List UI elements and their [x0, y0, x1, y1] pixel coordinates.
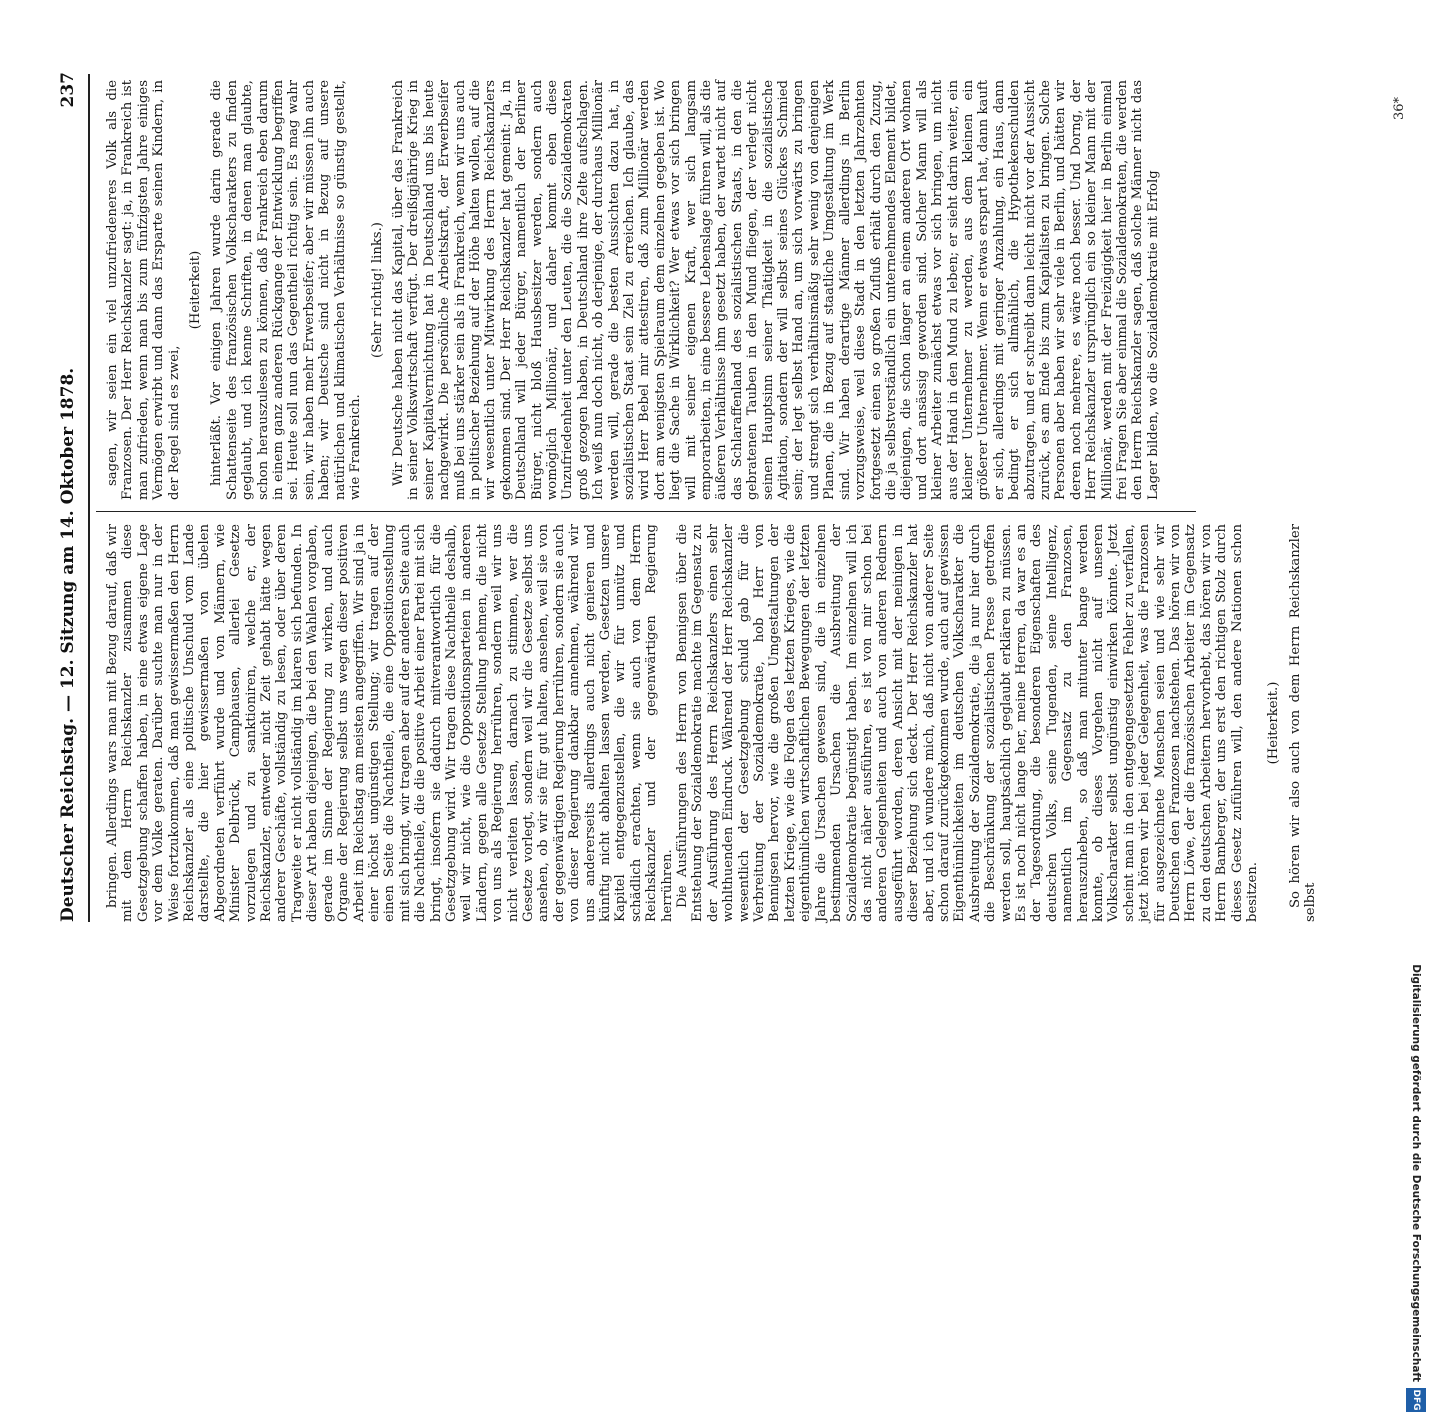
paragraph: hinterläßt. Vor einigen Jahren wurde darin gerade die Schattenseite des französischen Volkscharakters zu finden geglaubt, und ich kenne Schriften, in denen man glaubte, schon herauszulesen zu können, daß Frankreich eben darum in einem ganz anderen Rückgange der Entwicklung begriffen sei. Heute soll nun das Gegentheil richtig sein. Es mag wahr sein, wir haben mehr Erwerbseifer; aber wir müssen ihn auch haben; wir Deutsche sind nicht in Bezug auf unsere natürlichen und klimatischen Verhältnisse so günstig gestellt, wie Frankreich.: [209, 80, 364, 500]
funding-text: Digitalisierung gefördert durch die Deutsche Forschungsgemeinschaft: [1410, 964, 1422, 1382]
dfg-logo: DFG: [1406, 1388, 1426, 1412]
interjection: (Heiterkeit.): [1266, 681, 1282, 765]
right-column: [105, 80, 1161, 500]
left-column: [105, 524, 1319, 922]
header-rule: [88, 74, 90, 922]
funding-note: [1400, 0, 1426, 1412]
paragraph: bringen. Allerdings wars man mit Bezug darauf, daß wir mit dem Herrn Reichskanzler zusammen diese Gesetzgebung schaffen haben, in eine etwas eigene Lage vor dem Volke geraten. Darüber suchte man nur in der Weise fortzukommen, daß man gewissermaßen den Herrn Reichskanzler als eine politische Unschuld vom Lande darstellte, die hier gewissermaßen von übelen Abgeordneten verführt wurde und von Männern, wie Minister Delbrück, Camphausen, allerlei Gesetze vorzulegen und zu sanktioniren, welche er, der Reichskanzler, entweder nicht Zeit gehabt hätte wegen anderer Geschäfte, vollständig zu lesen, oder über deren Tragweite er nicht vollständig im klaren sich befunden. In dieser Art haben diejenigen, die bei den Wahlen vorgaben, gerade im Sinne der Regierung zu wirken, und auch Organe der Regierung selbst uns wegen dieser positiven Arbeit im Reichstag am meisten angegriffen. Wir sind ja in einer höchst ungünstigen Stellung; wir tragen auf der einen Seite die Nachtheile, die eine Oppositionsstellung mit sich bringt, wir tragen aber auf der anderen Seite auch die Nachtheile, die die positive Arbeit einer Partei mit sich bringt, insofern sie dadurch mitverantwortlich für die Gesetzgebung wird. Wir tragen diese Nachtheile deshalb, weil wir nicht, wie die Oppositionsparteien in anderen Ländern, gegen alle Gesetze Stellung nehmen, die nicht von uns als Regierung herrühren, sondern weil wir uns nicht verleiten lassen, darnach zu stimmen, wer die Gesetze vorlegt, sondern weil wir die Gesetze selbst uns ansehen, ob wir sie für gut halten, ansehen, weil sie von der gegenwärtigen Regierung herrühren, sondern sie auch von dieser Regierung dankbar annehmen, während wir uns andererseits allerdings auch nicht genieren und künftig nicht abhalten lassen werden, Gesetzen unsere Kapitel entgegenzustellen, die wir für unnütz und schädlich erachten, wenn sie auch von dem Herrn Reichskanzler und der gegenwärtigen Regierung herrühren.: [105, 523, 675, 922]
paragraph: So hören wir also auch von dem Herrn Reichskanzler selbst: [1287, 524, 1319, 922]
interjection: (Sehr richtig! links.): [369, 222, 385, 358]
running-header: Deutscher Reichstag. — 12. Sitzung am 14. Oktober 1878.: [58, 367, 78, 922]
column-divider: [96, 511, 1196, 512]
paragraph: Die Ausführungen des Herrn von Bennigsen über die Entstehung der Sozialdemokratie machte im Gegensatz zu der Ausführung des Herrn Reichskanzlers einen sehr wohlthuenden Eindruck. Während der Herr Reichskanzler wesentlich der Gesetzgebung schuld gab für die Verbreitung der Sozialdemokratie, hob Herr von Bennigsen hervor, wie die großen Umgestaltungen der letzten Kriege, wie die Folgen des letzten Krieges, wie die eigenthümlichen wirtschaftlichen Bewegungen der letzten Jahre die Ursachen gewesen sind, die in einzelnen bestimmenden Ursachen die Ausbreitung der Sozialdemokratie begünstigt haben. Im einzelnen will ich das nicht näher ausführen, es ist von mir schon bei anderen Gelegenheiten und auch von anderen Rednern ausgeführt worden, deren Ansicht mit der meinigen in dieser Beziehung sich deckt. Der Herr Reichskanzler hat aber, und ich wundere mich, daß nicht von anderer Seite schon darauf zurückgekommen wurde, auch auf gewissen Eigenthümlichkeiten im deutschen Volkscharakter die Ausbreitung der Sozialdemokratie, die ja nur hier durch die Beschränkung der sozialistischen Presse getroffen werden soll, hauptsächlich geglaubt erklären zu müssen. Es ist noch nicht lange her, meine Herren, da war es an der Tagesordnung, die besonderen Eigenschaften des deutschen Volks, seine Tugenden, seine Intelligenz, namentlich im Gegensatz zu den Franzosen, herauszuheben, so daß man mitunter bange werden konnte, ob dieses Vorgehen nicht auf unseren Volkscharakter selbst ungünstig einwirken könnte. Jetzt scheint man in den entgegengesetzten Fehler zu verfallen, jetzt hören wir bei jeder Gelegenheit, was die Franzosen für ausgezeichnete Menschen seien und wie sehr wir Deutschen den Franzosen nachstehen. Das hören wir von Herrn Löwe, der die französischen Arbeiter im Gegensatz zu den deutschen Arbeitern hervorhebt, das hören wir von Herrn Bamberger, der uns erst den richtigen Stolz durch dieses Gesetz zuführen will, den andere Nationen schon besitzen.: [675, 524, 1261, 922]
paragraph: Wir Deutsche haben nicht das Kapital, über das Frankreich in seiner Volkswirtschaft verfügt. Der dreißigjährige Krieg in seiner Kapitalvernichtung hat in Deutschland uns bis heute nachgewirkt. Die persönliche Arbeitskraft, der Erwerbseifer muß bei uns stärker sein als in Frankreich, wenn wir uns auch in politischer Beziehung auf der Höhe halten wollen, auf die wir wesentlich unter Mitwirkung des Herrn Reichskanzlers gekommen sind. Der Herr Reichskanzler hat gemeint: Ja, in Deutschland will jeder Bürger, namentlich der Berliner Bürger, nicht bloß Hausbesitzer werden, sondern auch womöglich Millionär, und daher kommt eben diese Unzufriedenheit unter den Leuten, die die Sozialdemokraten groß gezogen haben, in Deutschland ihre Zelte aufschlagen. Ich weiß nun doch nicht, ob derjenige, der durchaus Millionär werden will, gerade die besten Aussichten dazu hat, in sozialistischen Staat sein Ziel zu erreichen. Ich glaube, das wird Herr Bebel mir attestiren, daß zum Millionär werden dort am wenigsten Spielraum dem einzelnen gegeben ist. Wo liegt die Sache in Wirklichkeit? Wer etwas vor sich bringen will mit seiner eigenen Kraft, wer sich langsam emporarbeiten, in eine bessere Lebenslage führen will, als die äußeren Verhältnisse ihm gesetzt haben, der wartet nicht auf das Schlaraffenland des sozialistischen Staats, in den die gebratenen Tauben in den Mund fliegen, der verlegt nicht seinen Hauptsinn seiner Thätigkeit in die sozialistische Agitation, sondern der will selbst seines Glückes Schmied sein; der legt selbst Hand an, um sich vorwärts zu bringen und strengt sich verhältnismäßig sehr wenig von denjenigen Planen, die in Bezug auf staatliche Umgestaltung im Werk sind. Wir haben derartige Männer allerdings in Berlin vorzugsweise, weil diese Stadt in den letzten Jahrzehnten fortgesetzt einen so großen Zufluß erhält durch den Zuzug, die ja selbstverständlich ein unternehmendes Element bildet, diejenigen, die schon länger an einem anderen Ort wohnen und dort ansässig geworden sind. Solcher Mann will als kleiner Arbeiter zunächst etwas vor sich bringen, um nicht aus der Hand in den Mund zu leben; er sieht darin weiter, ein kleiner Unternehmer zu werden, aus dem kleinen ein größerer Unternehmer. Wenn er etwas erspart hat, dann kauft er sich, allerdings mit geringer Anzahlung, ein Haus, dann bedingt er sich allmählich, die Hypothekenschulden abzutragen, und er schreibt dann leicht nicht vor der Aussicht zurück, es am Ende bis zum Kapitalisten zu bringen. Solche Personen aber haben wir sehr viele in Berlin, und hätten wir deren noch mehrere, es wäre noch besser. Und Dorng, der Herr Reichskanzler ursprünglich ein so kleiner Mann mit der Millionär, werden mit der Freizügigkeit hier in Berlin einmal frei Fragen Sie aber einmal die Sozialdemokraten, die werden den Herrn Reichskanzler sagen, daß solche Männer nicht das Lager bilden, wo die Sozialdemokratie mit Erfolg: [390, 80, 1161, 500]
interjection: (Heiterkeit): [188, 250, 204, 330]
sheet-signature: 36*: [1392, 96, 1407, 120]
paragraph: sagen, wir seien ein viel unzufriedeneres Volk als die Franzosen. Der Herr Reichskanzler sagt: ja, in Frankreich ist man zufrieden, wenn man bis zum fünfzigsten Jahre einiges Vermögen erwirbt und dann das Ersparte seinen Kindern, in der Regel sind es zwei,: [105, 80, 182, 500]
page-number: 237: [58, 72, 78, 108]
